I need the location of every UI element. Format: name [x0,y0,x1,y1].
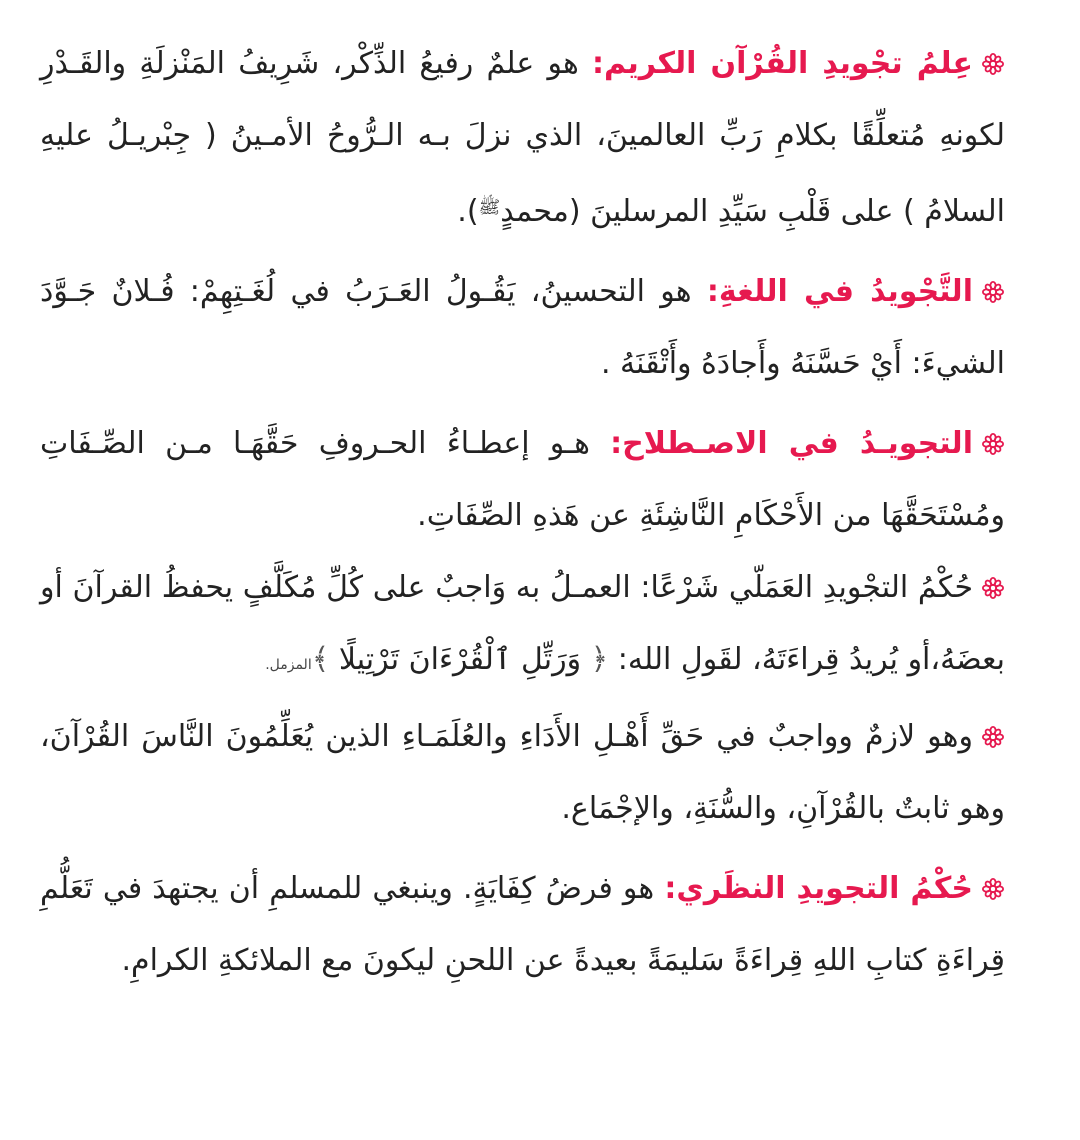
verse-open-bracket: ﴿ [590,642,609,677]
term-heading: حُكْمُ التجويدِ النظَري: [664,871,973,906]
paragraph-text: وهو لازمٌ وواجبٌ في حَقِّ أَهْـلِ الأَدَاءِ والعُلَمَـاءِ الذين يُعَلِّمُونَ النَّاسَ القُرْآنَ، وهو ثابتٌ بالقُرْآنِ، والسُّنَةِ، والإجْمَاع. [40,719,1005,826]
paragraph-text: حُكْمُ التجْويدِ العَمَلّي شَرْعًا: العمـلُ به وَاجبٌ على كُلِّ مُكَلَّفٍ يحفظُ القرآنَ أو بعضَهُ،أو يُريدُ قِراءَتَهُ، لقَولِ الله: [40,570,1005,677]
verse-close-bracket: ﴾ [311,642,330,677]
flower-icon [981,576,1005,600]
paragraph-theoretical-ruling [40,853,1005,997]
surah-reference: المزمل [269,657,312,673]
flower-icon [981,877,1005,901]
paragraph-text: هو فرضُ كِفَايَةٍ. وينبغي للمسلمِ أن يجتهدَ في تَعَلُّمِ قِراءَةِ كتابِ اللهِ قِراءَةً سَليمَةً بعيدةً عن اللحنِ ليكونَ مع الملائكةِ الكرامِ. [40,871,1005,978]
flower-icon [981,725,1005,749]
paragraph-text: هو علمٌ رفيعُ الذِّكْر، شَرِيفُ المَنْزلَةِ والقَـدْرِ لكونهِ مُتعلِّقًا بكلامِ رَبِّ العالمينَ، الذي نزلَ بـه الـرُّوحُ الأمـينُ ( جِبْريـلُ عليهِ السلامُ ) على قَلْبِ سَيِّدِ المرسلينَ (محمدٍ [40,46,1005,229]
paragraph-practical-ruling [40,552,1005,701]
term-heading: التجويـدُ في الاصـطلاح: [610,426,973,461]
flower-icon [981,52,1005,76]
paragraph-tajweed-technical [40,408,1005,552]
honorific-symbol: ﷺ [478,197,501,218]
term-heading: التَّجْويدُ في اللغةِ: [706,274,973,309]
paragraph-obligation [40,701,1005,845]
document-page [40,28,1005,997]
term-heading: عِلمُ تجْويدِ القُرْآن الكريم: [592,46,973,81]
quran-verse: وَرَتِّلِ ٱلْقُرْءَانَ تَرْتِيلًا [338,642,582,677]
paragraph-tail: ). [457,194,479,229]
paragraph-text: هو التحسينُ، يَقُـولُ العَـرَبُ في لُغَـتِهِمْ: فُـلانٌ جَـوَّدَ الشيءَ: أَيْ حَسَّنَهُ وأَجادَهُ وأَتْقَنَهُ . [40,274,1005,381]
paragraph-tajweed-definition [40,28,1005,248]
paragraph-text: هـو إعطـاءُ الحـروفِ حَقَّهَـا مـن الصِّـفَاتِ ومُسْتَحَقَّهَا من الأَحْكَامِ النَّاشِئَةِ عن هَذهِ الصِّفَاتِ. [40,426,1005,533]
paragraph-tajweed-linguistic [40,256,1005,400]
flower-icon [981,432,1005,456]
paragraph-tail: . [265,657,270,673]
flower-icon [981,280,1005,304]
